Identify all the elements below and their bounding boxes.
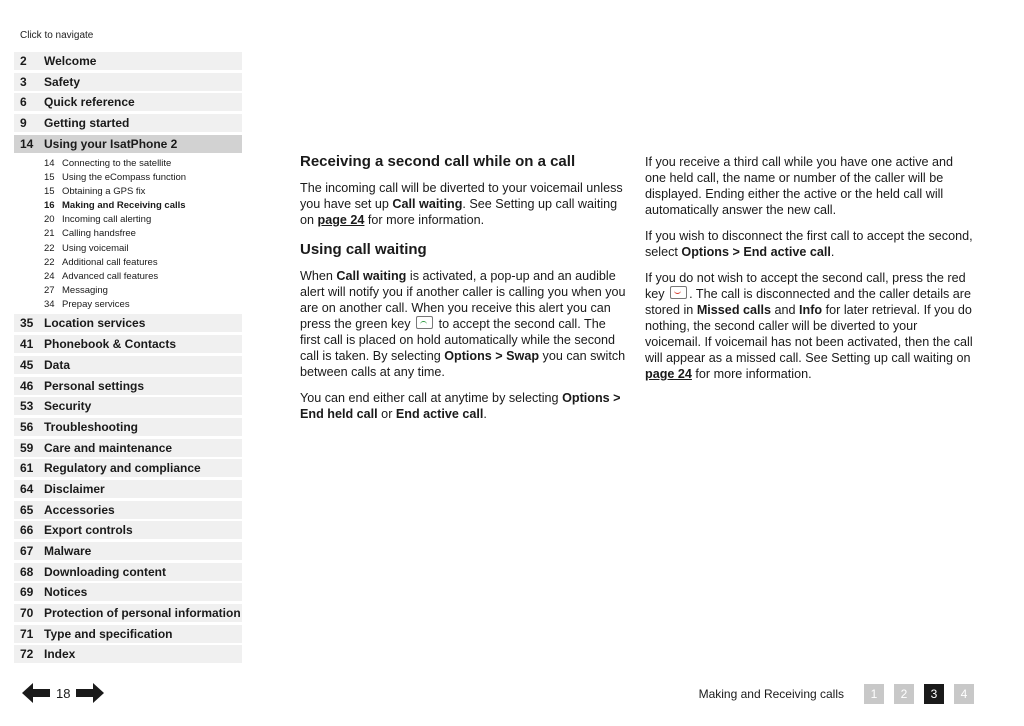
toc-sub-label: Calling handsfree <box>62 228 136 240</box>
toc-subitem[interactable] <box>14 241 242 255</box>
toc-sub-page-number: 15 <box>44 172 55 184</box>
toc-sub-page-number: 16 <box>44 200 55 212</box>
toc-sub-label: Messaging <box>62 284 108 296</box>
toc-label: Location services <box>44 316 146 331</box>
page-link[interactable]: page 24 <box>317 213 365 227</box>
toc-subitem[interactable] <box>14 269 242 283</box>
toc-item-notices[interactable] <box>14 583 242 601</box>
toc-item-export-controls[interactable] <box>14 521 242 539</box>
toc-item-location-services[interactable] <box>14 314 242 332</box>
toc-label: Type and specification <box>44 626 173 641</box>
paragraph-call-diverted <box>300 180 628 228</box>
toc-page-number: 14 <box>20 136 34 151</box>
toc-label: Accessories <box>44 502 115 517</box>
text: and <box>771 303 800 317</box>
toc-sub-page-number: 21 <box>44 228 55 240</box>
text: The incoming call will be diverted to your voicemail unless you have set up <box>300 181 623 211</box>
toc-page-number: 3 <box>20 74 27 89</box>
paragraph-reject-second-call <box>645 270 973 382</box>
toc-label: Getting started <box>44 116 130 131</box>
toc-page-number: 71 <box>20 626 34 641</box>
toc-item-personal-settings[interactable] <box>14 377 242 395</box>
paragraph-disconnect-first-call <box>645 228 973 260</box>
toc-item-accessories[interactable] <box>14 501 242 519</box>
green-call-key-icon <box>416 316 433 329</box>
toc-item-phonebook-contacts[interactable] <box>14 335 242 353</box>
toc-page-number: 35 <box>20 316 34 331</box>
section-page-tab-3-active[interactable]: 3 <box>924 684 944 704</box>
section-page-tab-1[interactable]: 1 <box>864 684 884 704</box>
text: . See Setting up call waiting on <box>300 197 618 227</box>
toc-label: Export controls <box>44 523 133 538</box>
toc-label: Index <box>44 647 76 662</box>
toc-sub-label: Prepay services <box>62 298 130 310</box>
toc-item-index[interactable] <box>14 645 242 663</box>
toc-item-protection-of-personal-information[interactable] <box>14 604 242 622</box>
toc-item-disclaimer[interactable] <box>14 480 242 498</box>
text: If you wish to disconnect the first call to accept the second, select <box>645 229 973 259</box>
toc-sub-label: Obtaining a GPS fix <box>62 186 146 198</box>
toc-page-number: 61 <box>20 461 34 476</box>
bold-term: Call waiting <box>336 269 407 283</box>
toc-label: Using your IsatPhone 2 <box>44 136 178 151</box>
bold-term: Options > Swap <box>444 349 540 363</box>
toc-sub-label: Advanced call features <box>62 270 159 282</box>
toc-item-troubleshooting[interactable] <box>14 418 242 436</box>
toc-subitem[interactable] <box>14 171 242 185</box>
toc-item-welcome[interactable] <box>14 52 242 70</box>
section-heading-receiving-second-call: Receiving a second call while on a call <box>300 153 576 170</box>
text: . <box>830 245 835 259</box>
bold-term: Call waiting <box>392 197 463 211</box>
arrow-right-icon[interactable] <box>76 683 104 703</box>
toc-sub-page-number: 20 <box>44 214 55 226</box>
toc-page-number: 67 <box>20 544 34 559</box>
toc-item-downloading-content[interactable] <box>14 563 242 581</box>
toc-page-number: 59 <box>20 440 34 455</box>
toc-subsection-list <box>14 155 242 314</box>
toc-label: Notices <box>44 585 88 600</box>
toc-page-number: 65 <box>20 502 34 517</box>
toc-page-number: 45 <box>20 357 34 372</box>
text: to accept the second call. The first call is placed on hold automatically while the second call is taken. By selecting <box>300 317 616 363</box>
toc-item-security[interactable] <box>14 397 242 415</box>
text: is activated, a pop-up and an audible alert will notify you if another caller is calling you when you are on another call. When you receive this alert you can press the green key <box>300 269 626 331</box>
toc-page-number: 72 <box>20 647 34 662</box>
page-navigation <box>22 683 104 703</box>
text: for later retrieval. If you do nothing, the second caller will be diverted to your voicemail. If voicemail has not been activated, then the call will appear as a missed call. See Setting up call waiting on <box>645 303 973 365</box>
toc-page-number: 9 <box>20 116 27 131</box>
bold-term: Info <box>799 303 823 317</box>
toc-sub-label: Using voicemail <box>62 242 129 254</box>
toc-subitem[interactable] <box>14 255 242 269</box>
toc-page-number: 2 <box>20 54 27 68</box>
toc-item-regulatory-and-compliance[interactable] <box>14 459 242 477</box>
toc-subitem[interactable] <box>14 156 242 170</box>
paragraph-end-either-call <box>300 390 628 422</box>
current-page-number: 18 <box>56 685 71 701</box>
text: If you do not wish to accept the second call, press the red key <box>645 271 966 301</box>
toc-item-getting-started[interactable] <box>14 114 242 132</box>
toc-page-number: 68 <box>20 564 34 579</box>
toc-label: Regulatory and compliance <box>44 461 201 476</box>
paragraph-third-call: If you receive a third call while you have one active and one held call, the name or number of the caller will be displayed. Ending either the active or the held call will automatically answer the new call. <box>645 155 954 217</box>
bold-term: Missed calls <box>696 303 772 317</box>
toc-sub-page-number: 22 <box>44 242 55 254</box>
toc-item-data[interactable] <box>14 356 242 374</box>
toc-label: Data <box>44 357 71 372</box>
toc-subitem[interactable] <box>14 283 242 297</box>
toc-page-number: 56 <box>20 419 34 434</box>
toc-label: Personal settings <box>44 378 145 393</box>
section-title: Making and Receiving calls <box>698 687 844 701</box>
toc-item-care-and-maintenance[interactable] <box>14 439 242 457</box>
toc-label: Care and maintenance <box>44 440 173 455</box>
toc-label: Disclaimer <box>44 481 105 496</box>
toc-page-number: 64 <box>20 481 34 496</box>
toc-subitem-current[interactable] <box>14 199 242 213</box>
table-of-contents <box>14 52 242 666</box>
toc-item-quick-reference[interactable] <box>14 93 242 111</box>
section-page-tab-2[interactable]: 2 <box>894 684 914 704</box>
toc-sub-label: Making and Receiving calls <box>62 200 186 212</box>
text: for more information. <box>364 213 485 227</box>
toc-sub-page-number: 24 <box>44 270 55 282</box>
paragraph-call-waiting-activated <box>300 268 628 380</box>
toc-page-number: 66 <box>20 523 34 538</box>
toc-label: Safety <box>44 74 81 89</box>
toc-page-number: 6 <box>20 95 27 110</box>
toc-item-type-and-specification[interactable] <box>14 625 242 643</box>
toc-item-safety[interactable] <box>14 73 242 91</box>
toc-page-number: 69 <box>20 585 34 600</box>
red-end-key-icon <box>670 286 687 299</box>
bold-term: End active call <box>395 407 484 421</box>
toc-label: Protection of personal information <box>44 606 241 621</box>
content-column-left <box>300 152 628 432</box>
toc-sub-label: Using the eCompass function <box>62 172 187 184</box>
bold-term: Options > End active call <box>681 245 831 259</box>
text: . The call is disconnected and the caller details are stored in <box>645 287 971 317</box>
text: . <box>483 407 487 421</box>
toc-page-number: 46 <box>20 378 34 393</box>
text: you can switch between calls at any time. <box>300 349 626 379</box>
section-heading-using-call-waiting: Using call waiting <box>300 241 427 258</box>
toc-sub-page-number: 14 <box>44 157 55 169</box>
toc-sub-page-number: 22 <box>44 256 55 268</box>
toc-item-using-your-isatphone[interactable] <box>14 135 242 153</box>
toc-sub-label: Connecting to the satellite <box>62 157 172 169</box>
section-footer <box>699 684 974 704</box>
page-link[interactable]: page 24 <box>645 367 692 381</box>
arrow-left-icon[interactable] <box>22 683 50 703</box>
toc-label: Security <box>44 399 92 414</box>
toc-subitem[interactable] <box>14 213 242 227</box>
toc-sub-label: Additional call features <box>62 256 158 268</box>
bold-term: Options > End held call <box>300 391 621 421</box>
toc-subitem[interactable] <box>14 185 242 199</box>
toc-sub-label: Incoming call alerting <box>62 214 152 226</box>
toc-page-number: 41 <box>20 337 34 352</box>
text: for more information. <box>691 367 812 381</box>
toc-sub-page-number: 27 <box>44 284 55 296</box>
nav-hint: Click to navigate <box>20 30 94 41</box>
text: When <box>300 269 337 283</box>
toc-label: Downloading content <box>44 564 166 579</box>
toc-label: Welcome <box>44 54 97 68</box>
toc-label: Phonebook & Contacts <box>44 337 177 352</box>
toc-subitem[interactable] <box>14 297 242 311</box>
toc-page-number: 53 <box>20 399 34 414</box>
toc-sub-page-number: 34 <box>44 298 55 310</box>
text: or <box>377 407 396 421</box>
toc-label: Troubleshooting <box>44 419 138 434</box>
text: You can end either call at anytime by selecting <box>300 391 563 405</box>
toc-label: Quick reference <box>44 95 135 110</box>
toc-label: Malware <box>44 544 92 559</box>
section-page-tab-4[interactable]: 4 <box>954 684 974 704</box>
toc-subitem[interactable] <box>14 227 242 241</box>
toc-item-malware[interactable] <box>14 542 242 560</box>
toc-sub-page-number: 15 <box>44 186 55 198</box>
content-column-right <box>645 154 973 392</box>
toc-page-number: 70 <box>20 606 34 621</box>
